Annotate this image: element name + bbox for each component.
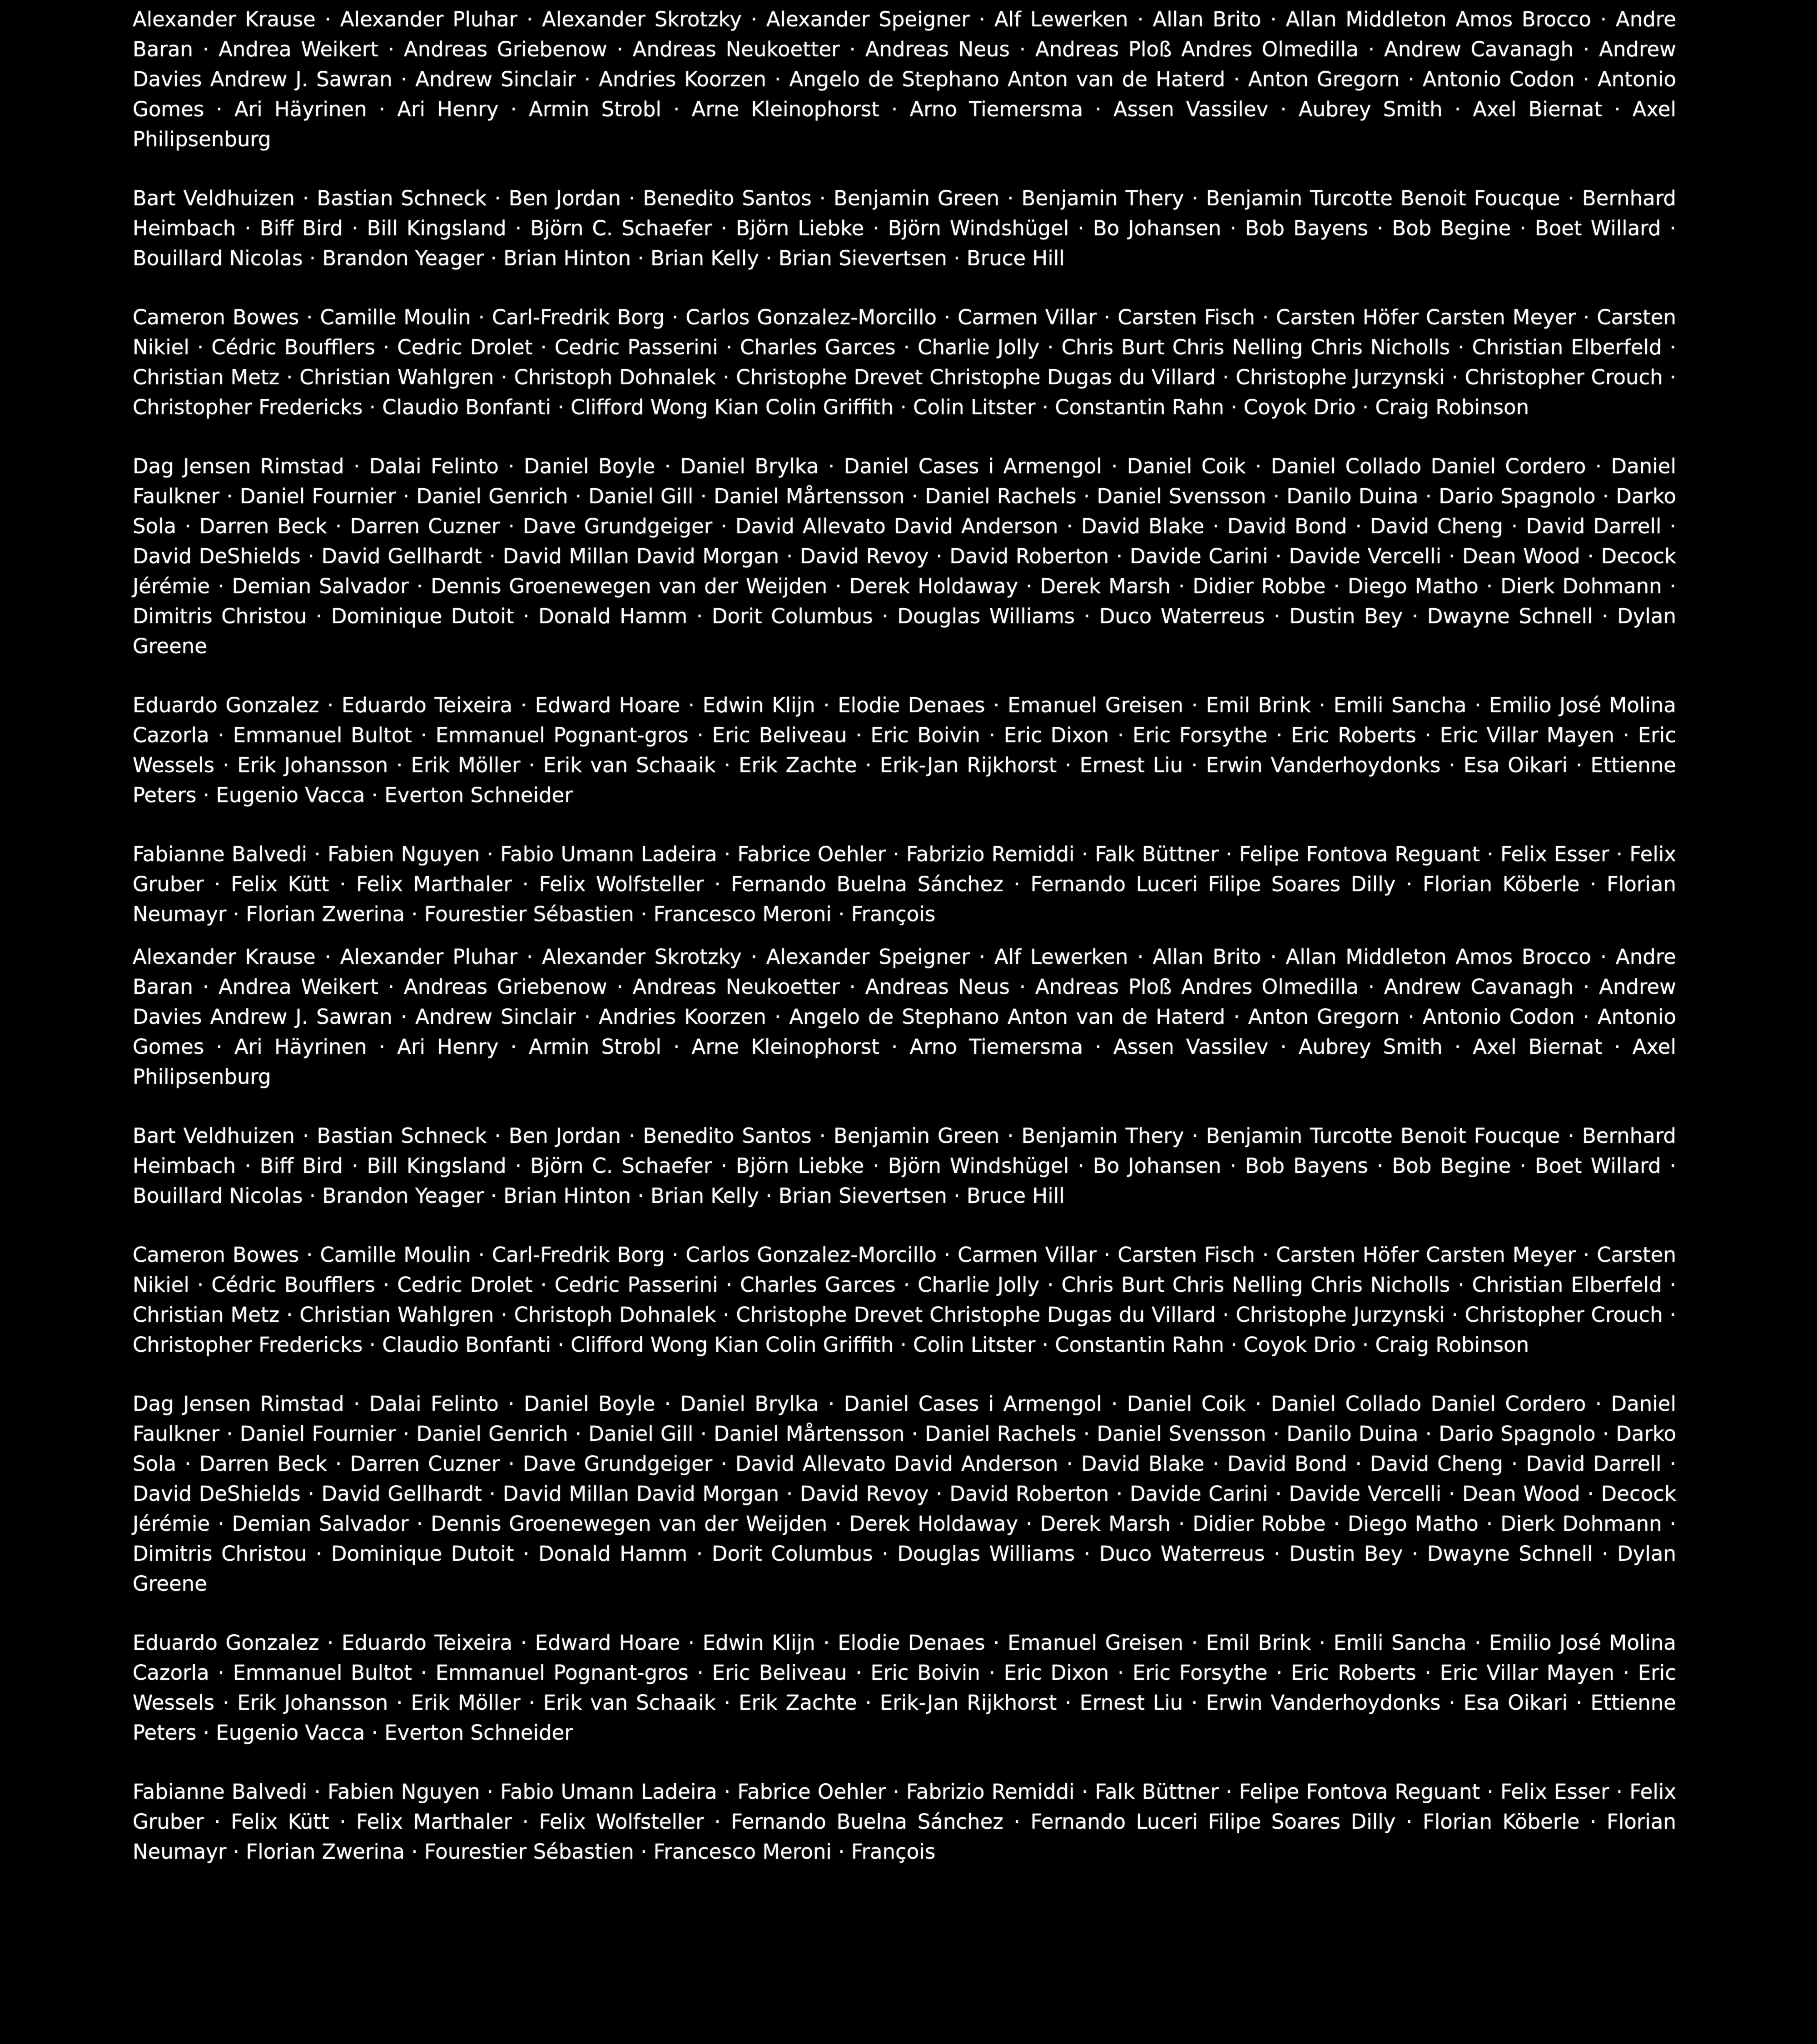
credits-paragraph: Dag Jensen Rimstad · Dalai Felinto · Daniel Boyle · Daniel Brylka · Daniel Cases i Armengol · Daniel Coik · Daniel Collado Daniel Cordero · Daniel Faulkner · Daniel Fournier · Daniel Genrich · Daniel Gill · Daniel Mårtensson · Daniel Rachels · Daniel Svensson · Danilo Duina · Dario Spagnolo · Darko Sola · Darren Beck · Darren Cuzner · Dave Grundgeiger · David Allevato David Anderson · David Blake · David Bond · David Cheng · David Darrell · David DeShields · David Gellhardt · David Millan David Morgan · David Revoy · David Roberton · Davide Carini · Davide Vercelli · Dean Wood · Decock Jérémie · Demian Salvador · Dennis Groenewegen van der Weijden · Derek Holdaway · Derek Marsh · Didier Robbe · Diego Matho · Dierk Dohmann · Dimitris Christou · Dominique Dutoit · Donald Hamm · Dorit Columbus · Douglas Williams · Duco Waterreus · Dustin Bey · Dwayne Schnell · Dylan Greene — [133, 1392, 1676, 1596]
credits-paragraph: Alexander Krause · Alexander Pluhar · Alexander Skrotzky · Alexander Speigner · Alf Lewerken · Allan Brito · Allan Middleton Amos Brocco · Andre Baran · Andrea Weikert · Andreas Griebenow · Andreas Neukoetter · Andreas Neus · Andreas Ploß Andres Olmedilla · Andrew Cavanagh · Andrew Davies Andrew J. Sawran · Andrew Sinclair · Andries Koorzen · Angelo de Stephano Anton van de Haterd · Anton Gregorn · Antonio Codon · Antonio Gomes · Ari Häyrinen · Ari Henry · Armin Strobl · Arne Kleinophorst · Arno Tiemersma · Assen Vassilev · Aubrey Smith · Axel Biernat · Axel Philipsenburg — [133, 7, 1676, 151]
credits-paragraph: Bart Veldhuizen · Bastian Schneck · Ben Jordan · Benedito Santos · Benjamin Green · Benjamin Thery · Benjamin Turcotte Benoit Foucque · Bernhard Heimbach · Biff Bird · Bill Kingsland · Björn C. Schaefer · Björn Liebke · Björn Windshügel · Bo Johansen · Bob Bayens · Bob Begine · Boet Willard · Bouillard Nicolas · Brandon Yeager · Brian Hinton · Brian Kelly · Brian Sievertsen · Bruce Hill — [133, 1124, 1676, 1208]
credits-paragraph: Eduardo Gonzalez · Eduardo Teixeira · Edward Hoare · Edwin Klijn · Elodie Denaes · Emanuel Greisen · Emil Brink · Emili Sancha · Emilio José Molina Cazorla · Emmanuel Bultot · Emmanuel Pognant-gros · Eric Beliveau · Eric Boivin · Eric Dixon · Eric Forsythe · Eric Roberts · Eric Villar Mayen · Eric Wessels · Erik Johansson · Erik Möller · Erik van Schaaik · Erik Zachte · Erik-Jan Rijkhorst · Ernest Liu · Erwin Vanderhoydonks · Esa Oikari · Ettienne Peters · Eugenio Vacca · Everton Schneider — [133, 693, 1676, 807]
credits-block — [133, 5, 1676, 929]
credits-paragraph: Cameron Bowes · Camille Moulin · Carl-Fredrik Borg · Carlos Gonzalez-Morcillo · Carmen Villar · Carsten Fisch · Carsten Höfer Carsten Meyer · Carsten Nikiel · Cédric Boufflers · Cedric Drolet · Cedric Passerini · Charles Garces · Charlie Jolly · Chris Burt Chris Nelling Chris Nicholls · Christian Elberfeld · Christian Metz · Christian Wahlgren · Christoph Dohnalek · Christophe Drevet Christophe Dugas du Villard · Christophe Jurzynski · Christopher Crouch · Christopher Fredericks · Claudio Bonfanti · Clifford Wong Kian Colin Griffith · Colin Litster · Constantin Rahn · Coyok Drio · Craig Robinson — [133, 1243, 1676, 1357]
credits-paragraph: Bart Veldhuizen · Bastian Schneck · Ben Jordan · Benedito Santos · Benjamin Green · Benjamin Thery · Benjamin Turcotte Benoit Foucque · Bernhard Heimbach · Biff Bird · Bill Kingsland · Björn C. Schaefer · Björn Liebke · Björn Windshügel · Bo Johansen · Bob Bayens · Bob Begine · Boet Willard · Bouillard Nicolas · Brandon Yeager · Brian Hinton · Brian Kelly · Brian Sievertsen · Bruce Hill — [133, 186, 1676, 270]
credits-block — [133, 942, 1676, 1867]
credits-paragraph: Fabianne Balvedi · Fabien Nguyen · Fabio Umann Ladeira · Fabrice Oehler · Fabrizio Remiddi · Falk Büttner · Felipe Fontova Reguant · Felix Esser · Felix Gruber · Felix Kütt · Felix Marthaler · Felix Wolfsteller · Fernando Buelna Sánchez · Fernando Luceri Filipe Soares Dilly · Florian Köberle · Florian Neumayr · Florian Zwerina · Fourestier Sébastien · Francesco Meroni · François — [133, 842, 1676, 926]
credits-paragraph: Eduardo Gonzalez · Eduardo Teixeira · Edward Hoare · Edwin Klijn · Elodie Denaes · Emanuel Greisen · Emil Brink · Emili Sancha · Emilio José Molina Cazorla · Emmanuel Bultot · Emmanuel Pognant-gros · Eric Beliveau · Eric Boivin · Eric Dixon · Eric Forsythe · Eric Roberts · Eric Villar Mayen · Eric Wessels · Erik Johansson · Erik Möller · Erik van Schaaik · Erik Zachte · Erik-Jan Rijkhorst · Ernest Liu · Erwin Vanderhoydonks · Esa Oikari · Ettienne Peters · Eugenio Vacca · Everton Schneider — [133, 1631, 1676, 1745]
credits-paragraph: Fabianne Balvedi · Fabien Nguyen · Fabio Umann Ladeira · Fabrice Oehler · Fabrizio Remiddi · Falk Büttner · Felipe Fontova Reguant · Felix Esser · Felix Gruber · Felix Kütt · Felix Marthaler · Felix Wolfsteller · Fernando Buelna Sánchez · Fernando Luceri Filipe Soares Dilly · Florian Köberle · Florian Neumayr · Florian Zwerina · Fourestier Sébastien · Francesco Meroni · François — [133, 1780, 1676, 1864]
credits-paragraph: Dag Jensen Rimstad · Dalai Felinto · Daniel Boyle · Daniel Brylka · Daniel Cases i Armengol · Daniel Coik · Daniel Collado Daniel Cordero · Daniel Faulkner · Daniel Fournier · Daniel Genrich · Daniel Gill · Daniel Mårtensson · Daniel Rachels · Daniel Svensson · Danilo Duina · Dario Spagnolo · Darko Sola · Darren Beck · Darren Cuzner · Dave Grundgeiger · David Allevato David Anderson · David Blake · David Bond · David Cheng · David Darrell · David DeShields · David Gellhardt · David Millan David Morgan · David Revoy · David Roberton · Davide Carini · Davide Vercelli · Dean Wood · Decock Jérémie · Demian Salvador · Dennis Groenewegen van der Weijden · Derek Holdaway · Derek Marsh · Didier Robbe · Diego Matho · Dierk Dohmann · Dimitris Christou · Dominique Dutoit · Donald Hamm · Dorit Columbus · Douglas Williams · Duco Waterreus · Dustin Bey · Dwayne Schnell · Dylan Greene — [133, 454, 1676, 658]
credits-paragraph: Cameron Bowes · Camille Moulin · Carl-Fredrik Borg · Carlos Gonzalez-Morcillo · Carmen Villar · Carsten Fisch · Carsten Höfer Carsten Meyer · Carsten Nikiel · Cédric Boufflers · Cedric Drolet · Cedric Passerini · Charles Garces · Charlie Jolly · Chris Burt Chris Nelling Chris Nicholls · Christian Elberfeld · Christian Metz · Christian Wahlgren · Christoph Dohnalek · Christophe Drevet Christophe Dugas du Villard · Christophe Jurzynski · Christopher Crouch · Christopher Fredericks · Claudio Bonfanti · Clifford Wong Kian Colin Griffith · Colin Litster · Constantin Rahn · Coyok Drio · Craig Robinson — [133, 305, 1676, 419]
credits-paragraph: Alexander Krause · Alexander Pluhar · Alexander Skrotzky · Alexander Speigner · Alf Lewerken · Allan Brito · Allan Middleton Amos Brocco · Andre Baran · Andrea Weikert · Andreas Griebenow · Andreas Neukoetter · Andreas Neus · Andreas Ploß Andres Olmedilla · Andrew Cavanagh · Andrew Davies Andrew J. Sawran · Andrew Sinclair · Andries Koorzen · Angelo de Stephano Anton van de Haterd · Anton Gregorn · Antonio Codon · Antonio Gomes · Ari Häyrinen · Ari Henry · Armin Strobl · Arne Kleinophorst · Arno Tiemersma · Assen Vassilev · Aubrey Smith · Axel Biernat · Axel Philipsenburg — [133, 945, 1676, 1089]
